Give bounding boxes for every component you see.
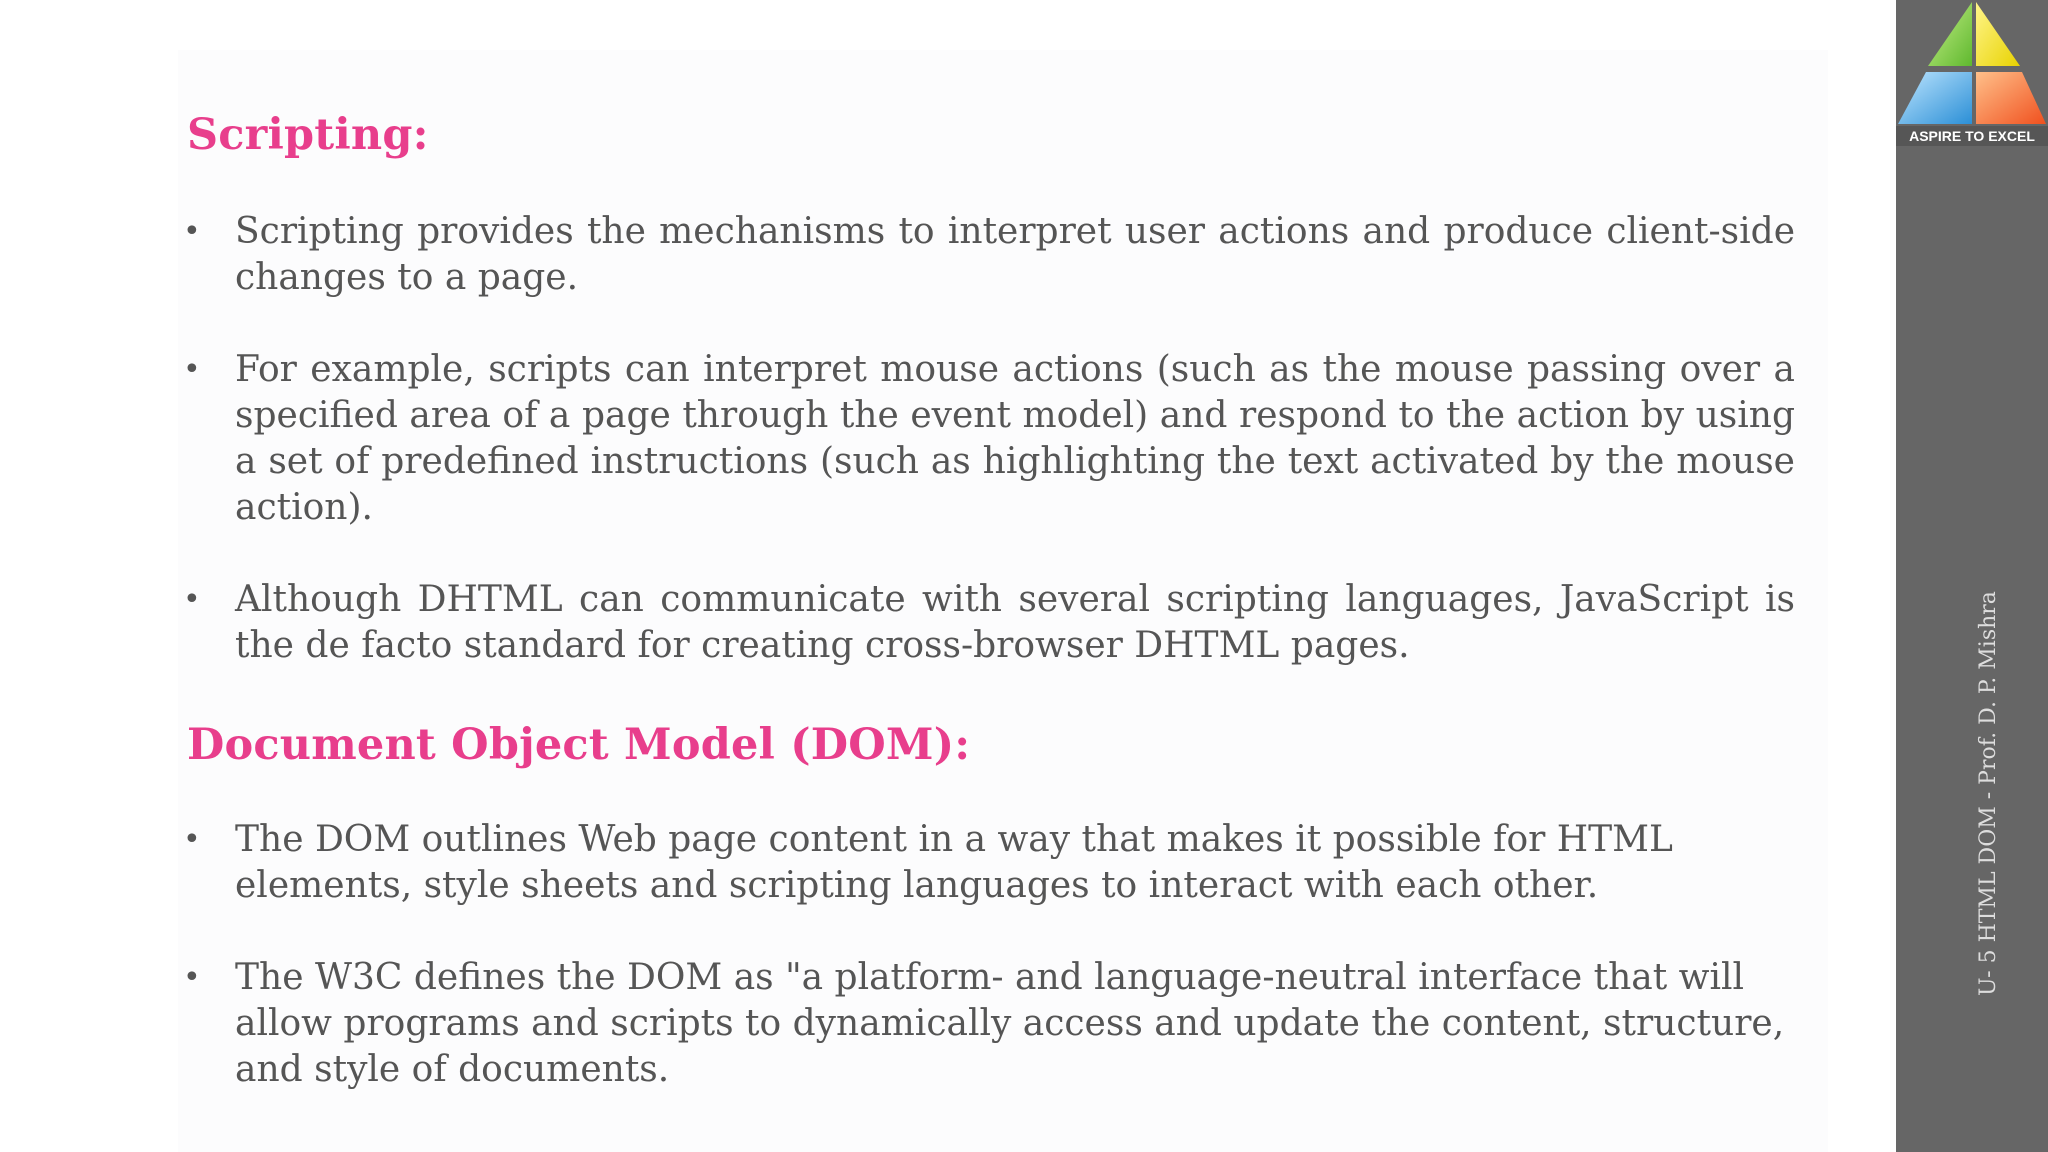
bullet-text: The DOM outlines Web page content in a way that makes it possible for HTML elements, style sheets and scripting languages to interact with each other.	[235, 819, 1673, 906]
section-heading-scripting: Scripting:	[187, 110, 429, 160]
bullet-dot: •	[183, 214, 201, 249]
logo-caption: ASPIRE TO EXCEL	[1909, 128, 2035, 144]
bullet-text: Although DHTML can communicate with several scripting languages, JavaScript is the de facto standard for creating cross-browser DHTML pages.	[235, 579, 1795, 666]
bullet-item	[183, 577, 1795, 669]
bullet-item	[183, 955, 1795, 1093]
bullet-item	[183, 347, 1795, 531]
bullet-dot: •	[183, 352, 201, 387]
bullet-text: For example, scripts can interpret mouse actions (such as the mouse passing over a specified area of a page through the event model) and respond to the action by using a set of predefined instructions (such as highlighting the text activated by the mouse action).	[235, 349, 1795, 528]
bullet-item	[183, 817, 1795, 909]
bullet-dot: •	[183, 582, 201, 617]
section-heading-dom: Document Object Model (DOM):	[187, 720, 971, 770]
sidebar	[1896, 0, 2048, 1152]
bullet-dot: •	[183, 960, 201, 995]
bullet-text: Scripting provides the mechanisms to interpret user actions and produce client-side changes to a page.	[235, 211, 1795, 298]
bullet-item	[183, 209, 1795, 301]
bullet-dot: •	[183, 822, 201, 857]
bullet-text: The W3C defines the DOM as "a platform- and language-neutral interface that will allow programs and scripts to dynamically access and update the content, structure, and style of documents.	[235, 957, 1785, 1090]
footer-course-label: U- 5 HTML DOM - Prof. D. P. Mishra	[1976, 591, 2001, 996]
